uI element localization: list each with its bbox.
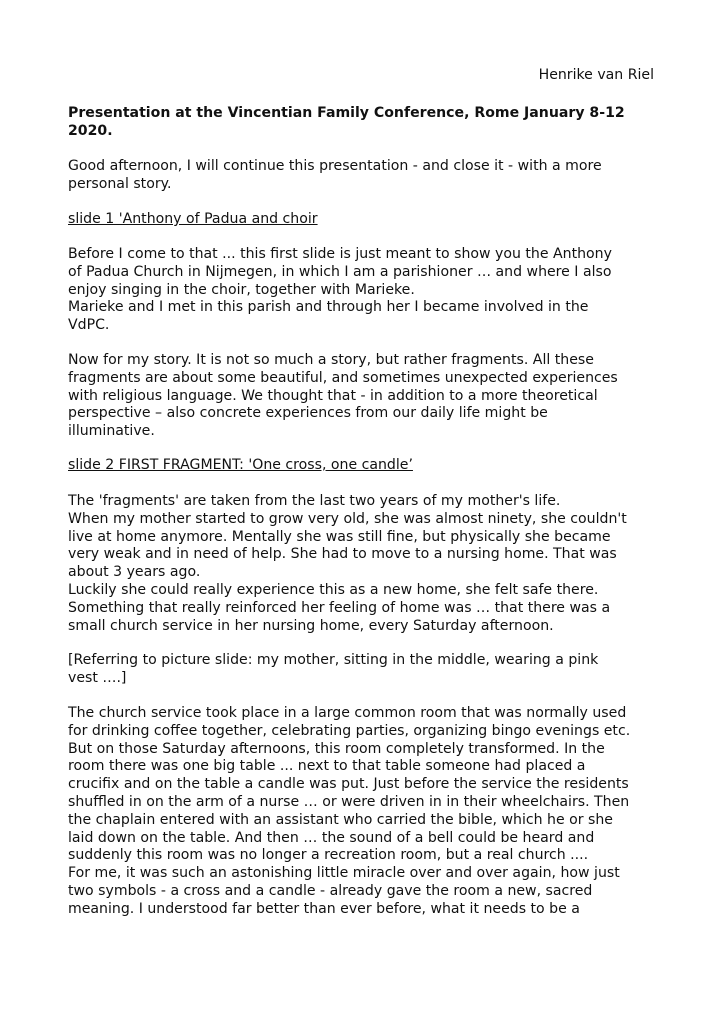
intro-paragraph — [68, 158, 654, 194]
paragraph-2 — [68, 352, 654, 441]
paragraph-3 — [68, 493, 654, 635]
paragraph-line: about 3 years ago. — [68, 564, 201, 581]
paragraph-4 — [68, 652, 654, 688]
paragraph-line: When my mother started to grow very old, she was almost ninety, she couldn't — [68, 510, 627, 527]
paragraph-line: of Padua Church in Nijmegen, in which I am a parishioner … and where I also — [68, 263, 612, 280]
author-name: Henrike van Riel — [538, 67, 654, 83]
paragraph-line: crucifix and on the table a candle was put. Just before the service the residents — [68, 776, 629, 793]
paragraph-line: But on those Saturday afternoons, this room completely transformed. In the — [68, 740, 605, 757]
slide-1-heading — [68, 211, 654, 229]
document-title — [68, 105, 654, 141]
paragraph-line: very weak and in need of help. She had to move to a nursing home. That was — [68, 546, 617, 563]
paragraph-line: laid down on the table. And then … the sound of a bell could be heard and — [68, 829, 595, 846]
paragraph-line: Something that really reinforced her feeling of home was … that there was a — [68, 599, 611, 616]
paragraph-line: The 'fragments' are taken from the last two years of my mother's life. — [68, 493, 561, 509]
paragraph-line: for drinking coffee together, celebrating parties, organizing bingo evenings etc. — [68, 722, 631, 739]
paragraph-line: Now for my story. It is not so much a story, but rather fragments. All these — [68, 352, 594, 368]
paragraph-line: The church service took place in a large common room that was normally used — [68, 705, 627, 721]
paragraph-line: vest ….] — [68, 669, 127, 686]
title-line: Presentation at the Vincentian Family Conference, Rome January 8-12 — [68, 105, 625, 121]
paragraph-line: [Referring to picture slide: my mother, sitting in the middle, wearing a pink — [68, 652, 599, 668]
slide-1-label: slide 1 'Anthony of Padua and choir — [68, 211, 318, 227]
paragraph-line: illuminative. — [68, 423, 155, 440]
paragraph-line: VdPC. — [68, 317, 110, 334]
paragraph-line: For me, it was such an astonishing little miracle over and over again, how just — [68, 865, 620, 882]
paragraph-line: two symbols - a cross and a candle - already gave the room a new, sacred — [68, 882, 593, 899]
title-line: 2020. — [68, 122, 113, 139]
paragraph-line: suddenly this room was no longer a recreation room, but a real church .... — [68, 847, 589, 864]
paragraph-line: shuffled in on the arm of a nurse … or were driven in in their wheelchairs. Then — [68, 793, 630, 810]
paragraph-line: with religious language. We thought that - in addition to a more theoretical — [68, 387, 598, 404]
paragraph-line: enjoy singing in the choir, together with Marieke. — [68, 281, 415, 298]
intro-line: Good afternoon, I will continue this presentation - and close it - with a more — [68, 158, 602, 174]
paragraph-5 — [68, 705, 654, 919]
slide-2-heading — [68, 457, 654, 475]
intro-line: personal story. — [68, 175, 172, 192]
paragraph-line: Before I come to that ... this first slide is just meant to show you the Anthony — [68, 246, 612, 262]
paragraph-line: fragments are about some beautiful, and sometimes unexpected experiences — [68, 369, 618, 386]
paragraph-line: Luckily she could really experience this as a new home, she felt safe there. — [68, 581, 599, 598]
paragraph-line: perspective – also concrete experiences from our daily life might be — [68, 405, 548, 422]
paragraph-1 — [68, 246, 654, 335]
paragraph-line: room there was one big table ... next to that table someone had placed a — [68, 758, 586, 775]
paragraph-line: small church service in her nursing home, every Saturday afternoon. — [68, 617, 554, 634]
paragraph-line: live at home anymore. Mentally she was still fine, but physically she became — [68, 528, 611, 545]
slide-2-label: slide 2 FIRST FRAGMENT: 'One cross, one candle’ — [68, 457, 413, 473]
paragraph-line: Marieke and I met in this parish and through her I became involved in the — [68, 299, 589, 316]
paragraph-line: meaning. I understood far better than ever before, what it needs to be a — [68, 900, 580, 917]
paragraph-line: the chaplain entered with an assistant who carried the bible, which he or she — [68, 811, 613, 828]
